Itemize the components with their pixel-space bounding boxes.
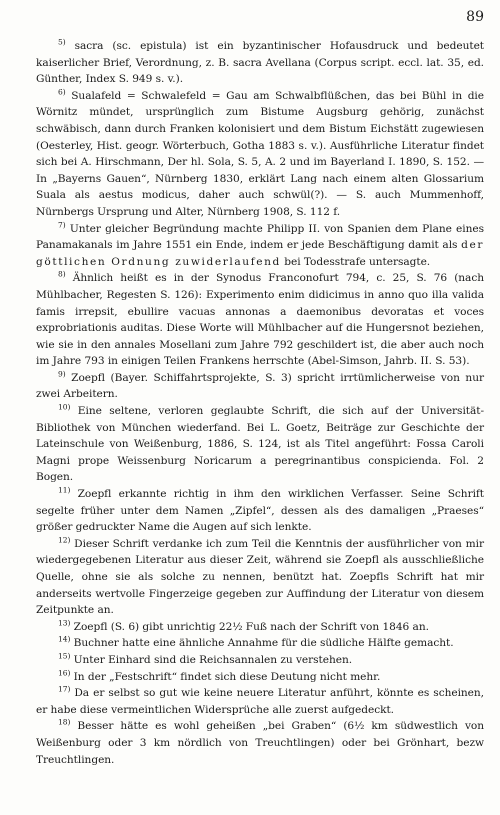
- footnote-text: Zoepfl (Bayer. Schiffahrtsprojekte, S. 3) spricht irrtümlicherweise von nur zwei Arbeitern.: [36, 371, 484, 401]
- footnote-text: Eine seltene, verloren geglaubte Schrift, die sich auf der Universität-Bibliothek von München wiederfand. Bei L. Goetz, Beiträge zur Geschichte der Lateinschule von Weißenburg, 1886, S. 124, ist als Titel angeführt: Fossa Caroli Magni prope Weissenburg Noricarum a peregrinantibus conspicienda. Fol. 2 Bogen.: [36, 405, 484, 484]
- footnote-text: Da er selbst so gut wie keine neuere Literatur anführt, könnte es scheinen, er habe diese vermeintlichen Widersprüche alle zuerst aufgedeckt.: [36, 687, 484, 716]
- footnote-14: [36, 635, 484, 652]
- footnote-marker: 16): [58, 668, 71, 678]
- footnote-marker: 14): [58, 634, 71, 644]
- footnote-text: sacra (sc. epistula) ist ein byzantinischer Hofausdruck und bedeutet kaiserlicher Brief, Verordnung, z. B. sacra Avellana (Corpus script. eccl. lat. 35, ed. Günther, Index S. 949 s. v.).: [36, 40, 484, 86]
- footnote-marker: 17): [58, 684, 71, 694]
- footnote-12: [36, 536, 484, 619]
- page-number: 89: [466, 9, 484, 25]
- footnote-marker: 12): [58, 535, 71, 545]
- footnote-text: In der „Festschrift“ findet sich diese Deutung nicht mehr.: [73, 670, 381, 683]
- footnote-text: Buchner hatte eine ähnliche Annahme für die südliche Hälfte gemacht.: [73, 637, 454, 650]
- spaced-emphasis: der göttlichen Ordnung zuwiderlaufend: [36, 239, 484, 268]
- footnote-text: Unter Einhard sind die Reichsannalen zu verstehen.: [73, 653, 353, 666]
- footnote-10: [36, 403, 484, 486]
- footnote-marker: 8): [58, 269, 66, 279]
- footnote-text: Dieser Schrift verdanke ich zum Teil die Kenntnis der ausführlicher von mir wiedergegebenen Literatur aus dieser Zeit, während sie Zoepfl als ausschließliche Quelle, ohne sie als solche zu nennen, benützt hat. Zoepfls Schrift hat mir anderseits wertvolle Fingerzeige gegeben zur Auffindung der Literatur von diesem Zeitpunkte an.: [36, 537, 484, 617]
- footnote-text: bei Todesstrafe untersagte.: [280, 255, 431, 268]
- footnote-marker: 5): [58, 37, 66, 47]
- footnote-marker: 13): [58, 618, 71, 628]
- footnote-17: [36, 685, 484, 718]
- footnote-text: Sualafeld = Schwalefeld = Gau am Schwalbflüßchen, das bei Bühl in die Wörnitz mündet, ursprünglich zum Bistume Augsburg gehörig, zunächst schwäbisch, dann durch Franken kolonisiert und dem Bistum Eichstätt zugewiesen (Oesterley, Hist. geogr. Wörterbuch, Gotha 1883 s. v.). Ausführliche Literatur findet sich bei A. Hirschmann, Der hl. Sola, S. 5, A. 2 und im Bayerland I. 1890, S. 152. — In „Bayerns Gauen“, Nürnberg 1830, erklärt Lang nach einem alten Glossarium Suala als aestus modicus, daher auch schwül(?). — S. auch Mummenhoff, Nürnbergs Ursprung und Alter, Nürnberg 1908, S. 112 f.: [36, 89, 484, 218]
- footnote-text: Ähnlich heißt es in der Synodus Franconofurt 794, c. 25, S. 76 (nach Mühlbacher, Regesten S. 126): Experimento enim didicimus in anno quo illa valida famis irrepsit, ebullire vacuas annonas a daemonibus devoratas et voces exprobriationis auditas. Diese Worte will Mühlbacher auf die Hungersnot beziehen, wie sie in den annales Mosellani zum Jahre 792 geschildert ist, die aber auch noch im Jahre 793 in einigen Teilen Frankens herrschte (Abel-Simson, Jahrb. II. S. 53).: [36, 272, 484, 368]
- footnote-13: [36, 619, 484, 636]
- footnote-marker: 10): [58, 402, 71, 412]
- footnote-8: [36, 270, 484, 370]
- footnote-6: [36, 88, 484, 221]
- footnote-marker: 7): [58, 220, 66, 229]
- footnote-18: [36, 718, 484, 768]
- footnote-9: [36, 370, 484, 403]
- footnote-text: Zoepfl (S. 6) gibt unrichtig 22½ Fuß nach der Schrift von 1846 an.: [73, 620, 429, 633]
- footnote-text: Besser hätte es wohl geheißen „bei Graben“ (6½ km südwestlich von Weißenburg oder 3 km nördlich von Treuchtlingen) oder bei Grönhart, bezw Treuchtlingen.: [36, 720, 484, 766]
- footnote-11: [36, 486, 484, 536]
- footnote-5: [36, 38, 484, 88]
- footnote-15: [36, 652, 484, 669]
- footnote-marker: 18): [58, 717, 71, 727]
- footnotes: [36, 38, 484, 768]
- footnote-marker: 11): [58, 485, 71, 495]
- footnote-marker: 6): [58, 87, 66, 97]
- footnote-text: Zoepfl erkannte richtig in ihm den wirklichen Verfasser. Seine Schrift segelte früher unter dem Namen „Zipfel“, dessen als des damaligen „Praeses“ größer gedruckter Name die Augen auf sich lenkte.: [36, 488, 484, 534]
- footnote-marker: 15): [58, 651, 71, 661]
- footnote-7: [36, 221, 484, 271]
- footnote-16: [36, 669, 484, 686]
- footnote-text: Unter gleicher Begründung machte Philipp II. von Spanien dem Plane eines Panamakanals im Jahre 1551 ein Ende, indem er jede Beschäftigung damit als: [36, 222, 484, 252]
- footnote-marker: 9): [58, 369, 66, 379]
